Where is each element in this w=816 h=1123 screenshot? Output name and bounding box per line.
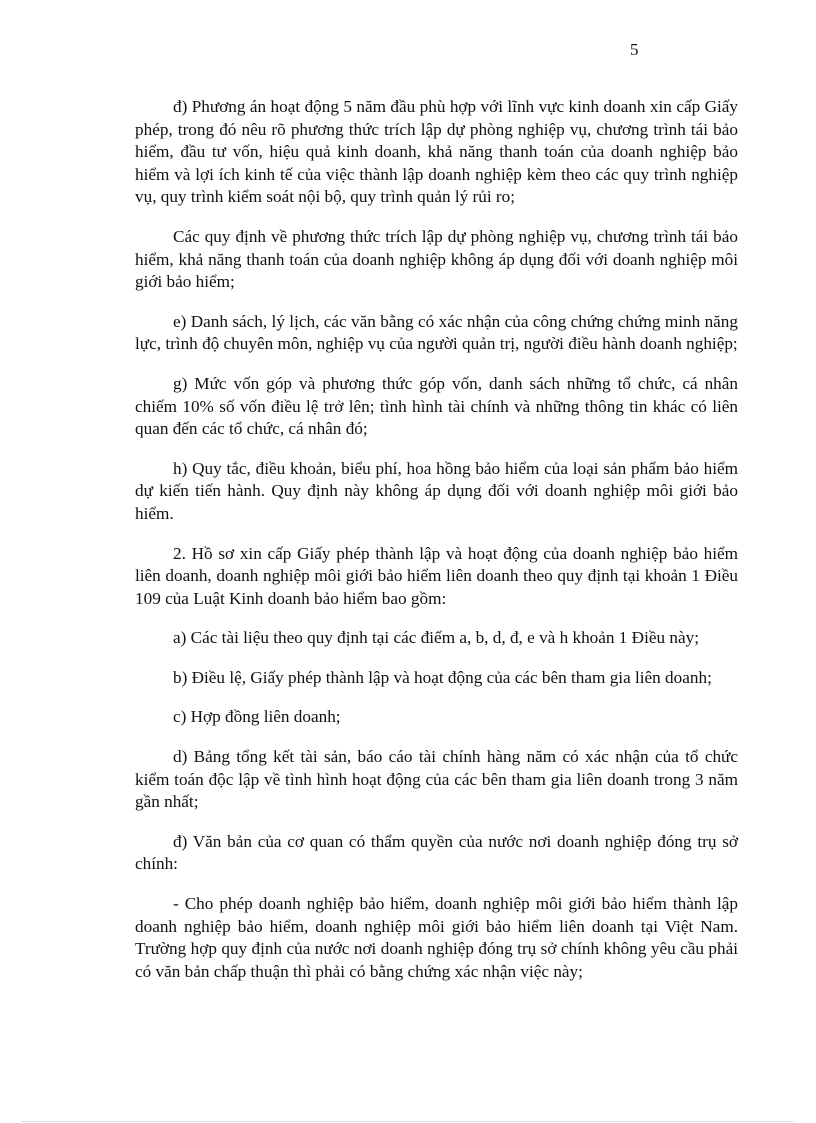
page-number: 5	[630, 40, 639, 59]
paragraph-broker-exemption: Các quy định về phương thức trích lập dự phòng nghiệp vụ, chương trình tái bảo hiểm, khả năng thanh toán của doanh nghiệp không áp dụng đối với doanh nghiệp môi giới bảo hiểm;	[135, 226, 738, 292]
paragraph-b-charter-license: b) Điều lệ, Giấy phép thành lập và hoạt động của các bên tham gia liên doanh;	[173, 667, 712, 687]
page-divider	[22, 1121, 794, 1122]
paragraph-d-balance-sheet: d) Bảng tổng kết tài sản, báo cáo tài chính hàng năm có xác nhận của tổ chức kiểm toán độc lập về tình hình hoạt động của các bên tham gia liên doanh trong 3 năm gần nhất;	[135, 747, 738, 812]
paragraph-h-product-rules: h) Quy tắc, điều khoản, biểu phí, hoa hồng bảo hiểm của loại sản phẩm bảo hiểm dự kiến tiến hành. Quy định này không áp dụng đối với doanh nghiệp môi giới bảo hiểm.	[135, 458, 738, 523]
paragraph-d-bar-business-plan: đ) Phương án hoạt động 5 năm đầu phù hợp với lĩnh vực kinh doanh xin cấp Giấy phép, trong đó nêu rõ phương thức trích lập dự phòng nghiệp vụ, chương trình tái bảo hiểm, đầu tư vốn, hiệu quả kinh doanh, khả năng thanh toán của doanh nghiệp bảo hiểm và lợi ích kinh tế của việc thành lập doanh nghiệp kèm theo các quy trình nghiệp vụ, quy trình kiểm soát nội bộ, quy trình quản lý rủi ro;	[135, 97, 738, 207]
paragraph-a-documents: a) Các tài liệu theo quy định tại các điểm a, b, d, đ, e và h khoản 1 Điều này;	[173, 628, 699, 648]
paragraph-bullet-permission: - Cho phép doanh nghiệp bảo hiểm, doanh nghiệp môi giới bảo hiểm thành lập doanh nghiệp bảo hiểm, doanh nghiệp môi giới bảo hiểm liên doanh tại Việt Nam. Trường hợp quy định của nước nơi doanh nghiệp đóng trụ sở chính không yêu cầu phải có văn bản chấp thuận thì phải có bằng chứng xác nhận việc này;	[135, 894, 738, 981]
document-body	[135, 96, 738, 1000]
paragraph-d-bar-authority-document: đ) Văn bản của cơ quan có thẩm quyền của nước nơi doanh nghiệp đóng trụ sở chính:	[135, 831, 738, 874]
paragraph-g-capital-contribution: g) Mức vốn góp và phương thức góp vốn, danh sách những tổ chức, cá nhân chiếm 10% số vốn điều lệ trở lên; tình hình tài chính và những thông tin khác có liên quan đến các tổ chức, cá nhân đó;	[135, 373, 738, 439]
paragraph-e-personnel-list: e) Danh sách, lý lịch, các văn bằng có xác nhận của công chứng chứng minh năng lực, trình độ chuyên môn, nghiệp vụ của người quản trị, người điều hành doanh nghiệp;	[135, 311, 738, 354]
paragraph-c-jv-contract: c) Hợp đồng liên doanh;	[173, 707, 341, 727]
paragraph-2-joint-venture-dossier: 2. Hồ sơ xin cấp Giấy phép thành lập và hoạt động của doanh nghiệp bảo hiểm liên doanh, doanh nghiệp môi giới bảo hiểm liên doanh theo quy định tại khoản 1 Điều 109 của Luật Kinh doanh bảo hiểm bao gồm:	[135, 543, 738, 608]
